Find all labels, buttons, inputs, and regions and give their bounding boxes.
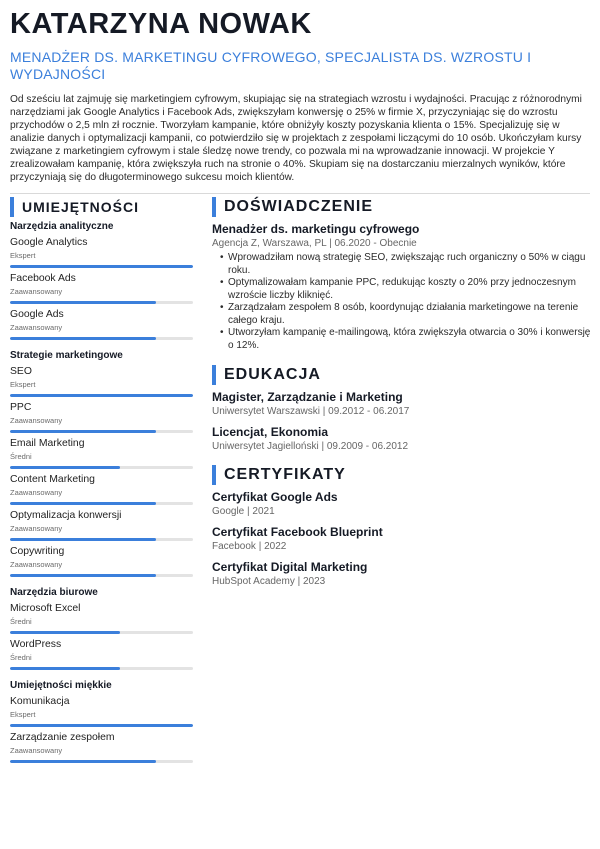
profile-summary: Od sześciu lat zajmuję się marketingiem cyfrowym, skupiając się na strategiach wzrostu i wydajności. Pracując z różnorodnymi narzędziami jak Google Analytics i Facebook Ads, zwiększyłam konwersję o 25% w firmie X, przyczyniając się do wzrostu przychodów o 2,5 mln zł rocznie. Tworzyłam kampanie, które obniżyły koszty pozyskania klienta o 15%. Specjalizuję się w analizie danych i optymalizacji kampanii, co potwierdziło się w projektach z zespołami liczącymi do 10 osób. Ukończyłam kursy związane z marketingiem cyfrowym i stale śledzę nowe trendy, co pozwala mi na wprowadzanie innowacji. W projekcie Y zrealizowałam kampanię, która zwiększyła ruch na stronie o 40%. Skupiam się na dostarczaniu mierzalnych wyników, które przyczyniają się do długoterminowego sukcesu moich klientów. bbox=[10, 94, 582, 183]
skill-item bbox=[10, 603, 193, 634]
skill-level: Średni bbox=[10, 617, 32, 626]
job-bullet: • Utworzyłam kampanię e-mailingową, która zwiększyła otwarcia o 30% i konwersję o 12%. bbox=[220, 327, 592, 352]
certificate-title: Certyfikat Google Ads bbox=[212, 490, 338, 504]
skill-level-bar bbox=[10, 337, 193, 340]
skill-name: Facebook Ads bbox=[10, 273, 76, 284]
skill-name: Copywriting bbox=[10, 546, 65, 557]
degree-title: Licencjat, Ekonomia bbox=[212, 425, 329, 439]
job-bullet: • Wprowadziłam nową strategię SEO, zwiększając ruch organiczny o 50% w ciągu roku. bbox=[220, 252, 592, 277]
skill-level-bar-fill bbox=[10, 337, 156, 340]
skill-level: Zaawansowany bbox=[10, 560, 63, 569]
skill-item bbox=[10, 474, 193, 505]
skill-group-title: Umiejętności miękkie bbox=[10, 680, 112, 691]
skill-level: Ekspert bbox=[10, 710, 36, 719]
certificates-section bbox=[212, 464, 592, 587]
skill-level: Zaawansowany bbox=[10, 746, 63, 755]
skill-level: Średni bbox=[10, 653, 32, 662]
job-bullet: • Zarządzałam zespołem 8 osób, koordynując działania marketingowe na terenie całego kraju. bbox=[220, 302, 592, 327]
skill-level-bar-fill bbox=[10, 760, 156, 763]
degree-title: Magister, Zarządzanie i Marketing bbox=[212, 390, 403, 404]
skill-item bbox=[10, 696, 193, 727]
experience-section bbox=[212, 196, 592, 352]
skill-group-title: Narzędzia biurowe bbox=[10, 587, 98, 598]
candidate-title: MENADŻER DS. MARKETINGU CYFROWEGO, SPECJALISTA DS. WZROSTU I WYDAJNOŚCI bbox=[10, 49, 532, 82]
skill-level-bar-fill bbox=[10, 538, 156, 541]
skill-level-bar-fill bbox=[10, 265, 193, 268]
skill-name: Microsoft Excel bbox=[10, 603, 81, 614]
skill-level-bar bbox=[10, 265, 193, 268]
skill-level-bar bbox=[10, 430, 193, 433]
education-entry bbox=[212, 390, 592, 417]
skill-name: Optymalizacja konwersji bbox=[10, 510, 122, 521]
skill-item bbox=[10, 237, 193, 268]
skill-name: SEO bbox=[10, 366, 32, 377]
skill-name: Google Ads bbox=[10, 309, 64, 320]
certificate-entry bbox=[212, 525, 592, 552]
skill-level-bar-fill bbox=[10, 502, 156, 505]
skill-item bbox=[10, 510, 193, 541]
skill-level-bar-fill bbox=[10, 631, 120, 634]
skill-level-bar bbox=[10, 502, 193, 505]
education-section bbox=[212, 364, 592, 452]
skill-item bbox=[10, 309, 193, 340]
resume-header bbox=[0, 0, 600, 184]
skills-groups bbox=[10, 221, 193, 763]
skill-item bbox=[10, 438, 193, 469]
skill-level: Ekspert bbox=[10, 380, 36, 389]
skill-level-bar bbox=[10, 760, 193, 763]
job-bullet: • Optymalizowałam kampanie PPC, redukując koszty o 20% przy jednoczesnym wzroście liczby kliknięć. bbox=[220, 277, 592, 302]
skill-level-bar bbox=[10, 538, 193, 541]
job-bullets bbox=[212, 252, 592, 352]
skill-name: Komunikacja bbox=[10, 696, 70, 707]
skills-column bbox=[10, 196, 193, 763]
skill-name: Email Marketing bbox=[10, 438, 85, 449]
skill-level-bar bbox=[10, 466, 193, 469]
skill-level: Zaawansowany bbox=[10, 488, 63, 497]
skill-name: Zarządzanie zespołem bbox=[10, 732, 115, 743]
degree-meta: Uniwersytet Warszawski | 09.2012 - 06.2017 bbox=[212, 406, 410, 417]
skill-level-bar-fill bbox=[10, 667, 120, 670]
education-entry bbox=[212, 425, 592, 452]
main-column bbox=[212, 196, 592, 599]
certificate-title: Certyfikat Digital Marketing bbox=[212, 560, 368, 574]
skill-group-title: Strategie marketingowe bbox=[10, 350, 123, 361]
skill-level: Zaawansowany bbox=[10, 524, 63, 533]
skill-level-bar bbox=[10, 631, 193, 634]
job-title: Menadżer ds. marketingu cyfrowego bbox=[212, 222, 420, 236]
skill-level: Zaawansowany bbox=[10, 323, 63, 332]
certificate-meta: Google | 2021 bbox=[212, 506, 275, 517]
skill-level-bar bbox=[10, 394, 193, 397]
skill-name: Content Marketing bbox=[10, 474, 95, 485]
skill-level-bar-fill bbox=[10, 301, 156, 304]
skill-item bbox=[10, 732, 193, 763]
skill-level-bar bbox=[10, 301, 193, 304]
skill-item bbox=[10, 639, 193, 670]
candidate-name: KATARZYNA NOWAK bbox=[10, 8, 312, 40]
skill-item bbox=[10, 546, 193, 577]
skill-level-bar-fill bbox=[10, 466, 120, 469]
skill-level-bar-fill bbox=[10, 724, 193, 727]
job-meta: Agencja Z, Warszawa, PL | 06.2020 - Obecnie bbox=[212, 238, 417, 249]
certificates-heading: CERTYFIKATY bbox=[212, 464, 592, 486]
header-divider bbox=[10, 193, 590, 194]
skill-level: Średni bbox=[10, 452, 32, 461]
skills-heading: UMIEJĘTNOŚCI bbox=[10, 196, 193, 218]
certificate-meta: HubSpot Academy | 2023 bbox=[212, 576, 326, 587]
skill-level-bar bbox=[10, 574, 193, 577]
skill-level-bar bbox=[10, 724, 193, 727]
skill-level-bar bbox=[10, 667, 193, 670]
skill-level: Zaawansowany bbox=[10, 287, 63, 296]
skill-level-bar-fill bbox=[10, 430, 156, 433]
skill-level-bar-fill bbox=[10, 574, 156, 577]
skill-level-bar-fill bbox=[10, 394, 193, 397]
education-heading: EDUKACJA bbox=[212, 364, 592, 386]
skill-name: PPC bbox=[10, 402, 32, 413]
certificate-entry bbox=[212, 560, 592, 587]
degree-meta: Uniwersytet Jagielloński | 09.2009 - 06.2012 bbox=[212, 441, 409, 452]
skill-name: Google Analytics bbox=[10, 237, 88, 248]
certificate-entry bbox=[212, 490, 592, 517]
skill-name: WordPress bbox=[10, 639, 62, 650]
skill-item bbox=[10, 273, 193, 304]
skill-level: Ekspert bbox=[10, 251, 36, 260]
skill-item bbox=[10, 402, 193, 433]
certificate-title: Certyfikat Facebook Blueprint bbox=[212, 525, 383, 539]
experience-heading: DOŚWIADCZENIE bbox=[212, 196, 592, 218]
skill-item bbox=[10, 366, 193, 397]
skill-level: Zaawansowany bbox=[10, 416, 63, 425]
skill-group-title: Narzędzia analityczne bbox=[10, 221, 114, 232]
certificate-meta: Facebook | 2022 bbox=[212, 541, 287, 552]
